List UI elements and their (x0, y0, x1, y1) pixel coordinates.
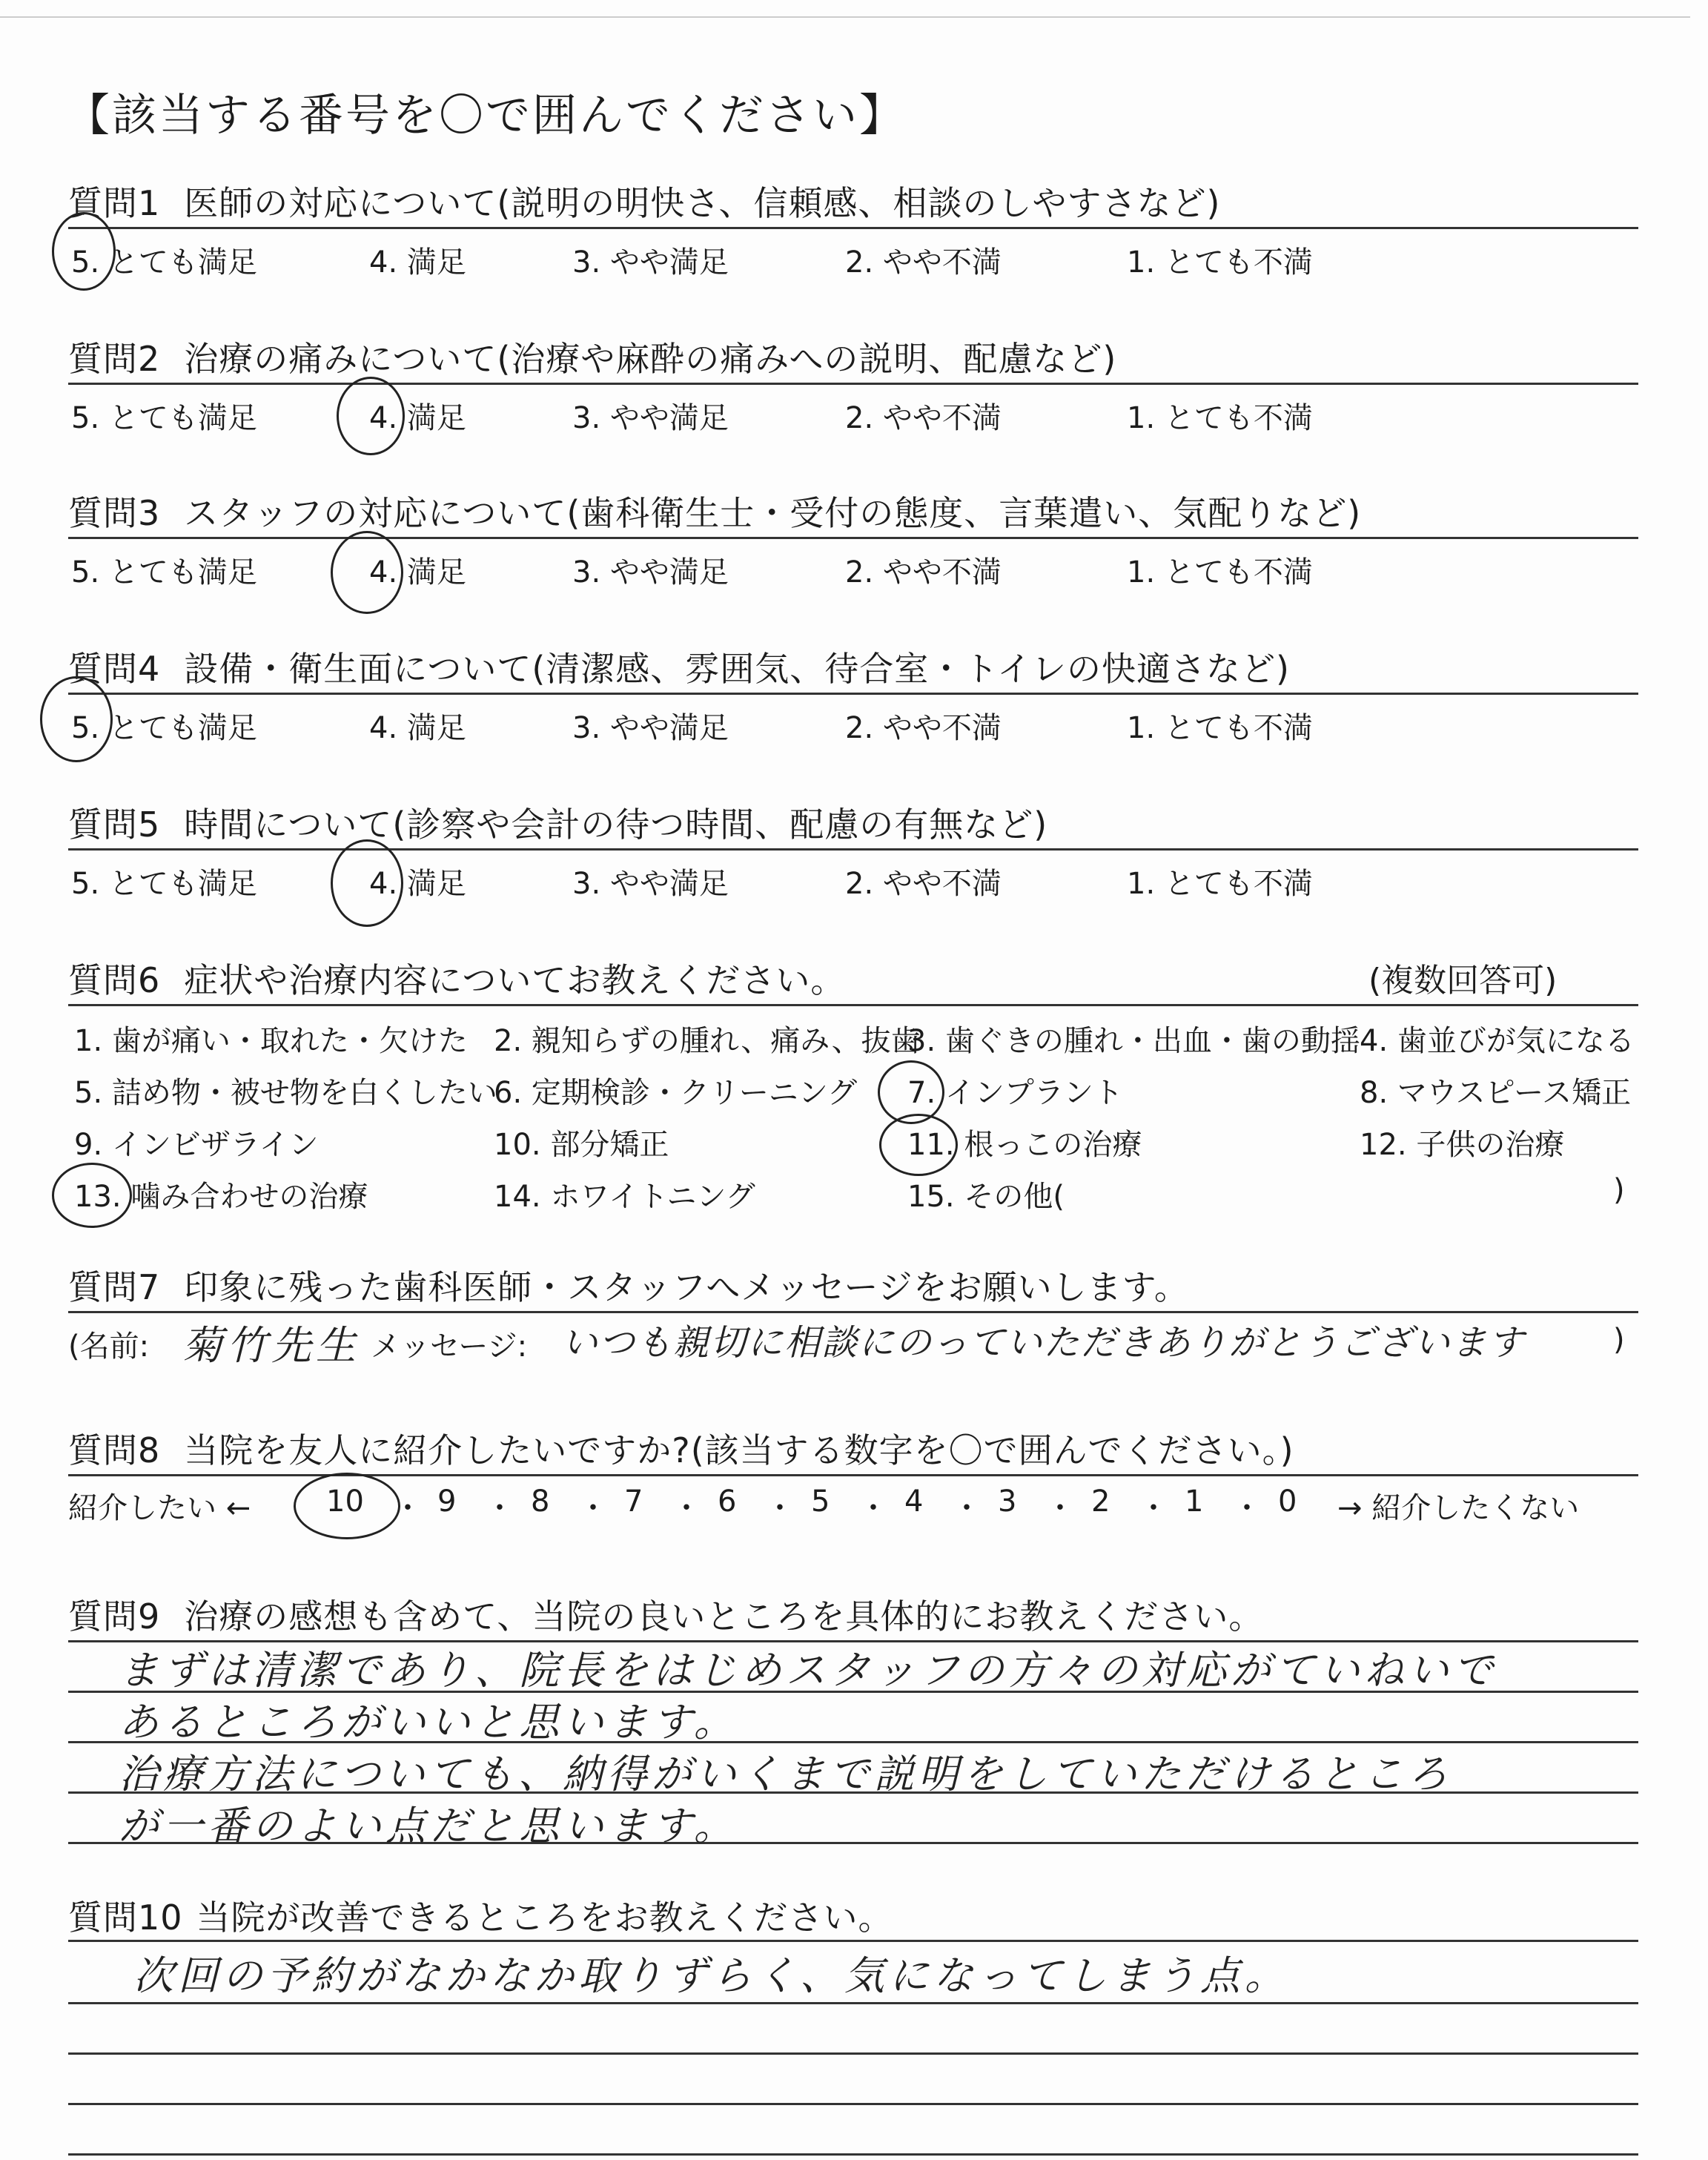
handwritten-answer-line: 次回の予約がなかなか取りずらく、気になってしまう点。 (133, 1952, 1289, 1999)
question-number: 質問7 (68, 1267, 161, 1307)
treatment-option-15[interactable]: 15. その他( (907, 1180, 1065, 1214)
question-10 (68, 1891, 893, 1940)
scale-separator: ・ (765, 1491, 795, 1525)
rating-option-4[interactable]: 4. 満足 (369, 401, 466, 435)
rating-option-2[interactable]: 2. やや不満 (845, 401, 1002, 435)
divider-line (68, 1004, 1638, 1006)
scale-separator: ・ (578, 1491, 608, 1525)
question-text: 治療の痛みについて(治療や麻酔の痛みへの説明、配慮など) (184, 339, 1117, 379)
scale-separator: ・ (952, 1491, 982, 1525)
selection-circle (40, 676, 113, 762)
scale-10[interactable]: 10 (326, 1484, 364, 1519)
question-8 (68, 1424, 1294, 1473)
question-number: 質問8 (68, 1430, 161, 1470)
question-3 (68, 486, 1361, 535)
question-number: 質問5 (68, 805, 161, 845)
treatment-option-13[interactable]: 13. 噛み合わせの治療 (74, 1180, 368, 1214)
answer-line (68, 2052, 1638, 2055)
divider-line (68, 1940, 1638, 1942)
rating-option-3[interactable]: 3. やや満足 (572, 867, 729, 901)
treatment-option-7[interactable]: 7. インプラント (907, 1076, 1123, 1110)
scale-separator: ・ (1139, 1491, 1168, 1525)
recommend-right-label: → 紹介したくない (1337, 1491, 1580, 1525)
scale-separator: ・ (672, 1491, 701, 1525)
rating-option-5[interactable]: 5. とても満足 (71, 401, 257, 435)
other-close-paren: ) (1613, 1173, 1625, 1207)
question-number: 質問1 (68, 183, 161, 223)
rating-option-4[interactable]: 4. 満足 (369, 711, 466, 745)
divider-line (68, 693, 1638, 695)
recommend-left-label: 紹介したい ← (68, 1491, 251, 1525)
question-5 (68, 798, 1047, 847)
scale-1[interactable]: 1 (1185, 1484, 1204, 1519)
question-text: 治療の感想も含めて、当院の良いところを具体的にお教えください。 (184, 1596, 1264, 1636)
divider-line (68, 848, 1638, 851)
scale-5[interactable]: 5 (811, 1484, 830, 1519)
name-label: (名前: (68, 1330, 150, 1364)
rating-option-5[interactable]: 5. とても満足 (71, 867, 257, 901)
selection-circle (52, 1163, 132, 1228)
rating-option-4[interactable]: 4. 満足 (369, 245, 466, 280)
message-value[interactable]: いつも親切に相談にのっていただきありがとうございます (562, 1322, 1526, 1364)
treatment-option-6[interactable]: 6. 定期検診・クリーニング (494, 1076, 858, 1110)
treatment-option-11[interactable]: 11. 根っこの治療 (907, 1128, 1142, 1162)
scale-separator: ・ (1232, 1491, 1262, 1525)
question-9 (68, 1590, 1263, 1639)
selection-circle (52, 212, 116, 291)
question-6 (68, 954, 845, 1003)
question-text: 時間について(診察や会計の待つ時間、配慮の有無など) (184, 805, 1048, 845)
rating-option-2[interactable]: 2. やや不満 (845, 867, 1002, 901)
rating-option-1[interactable]: 1. とても不満 (1127, 711, 1313, 745)
question-number: 質問3 (68, 493, 161, 533)
rating-option-3[interactable]: 3. やや満足 (572, 401, 729, 435)
divider-line (68, 1311, 1638, 1313)
scale-7[interactable]: 7 (624, 1484, 643, 1519)
divider-line (68, 227, 1638, 229)
answer-line (68, 2153, 1638, 2156)
treatment-option-3[interactable]: 3. 歯ぐきの腫れ・出血・歯の動揺 (907, 1024, 1360, 1058)
selection-circle (331, 531, 403, 614)
divider-line (68, 1474, 1638, 1476)
treatment-option-2[interactable]: 2. 親知らずの腫れ、痛み、抜歯 (494, 1024, 921, 1058)
rating-option-2[interactable]: 2. やや不満 (845, 555, 1002, 589)
rating-option-2[interactable]: 2. やや不満 (845, 711, 1002, 745)
handwritten-answer-line: あるところがいいと思います。 (119, 1699, 738, 1745)
scale-9[interactable]: 9 (437, 1484, 457, 1519)
rating-option-3[interactable]: 3. やや満足 (572, 245, 729, 280)
scale-separator: ・ (485, 1491, 514, 1525)
question-text: 症状や治療内容についてお教えください。 (184, 960, 846, 1000)
treatment-option-10[interactable]: 10. 部分矯正 (494, 1128, 669, 1162)
scale-2[interactable]: 2 (1091, 1484, 1110, 1519)
treatment-option-1[interactable]: 1. 歯が痛い・取れた・欠けた (74, 1024, 468, 1058)
answer-line (68, 2103, 1638, 2105)
rating-option-5[interactable]: 5. とても満足 (71, 555, 257, 589)
question-number: 質問9 (68, 1596, 161, 1636)
selection-circle (337, 377, 405, 455)
rating-option-5[interactable]: 5. とても満足 (71, 711, 257, 745)
rating-option-4[interactable]: 4. 満足 (369, 867, 466, 901)
question-number: 質問6 (68, 960, 161, 1000)
page-title: 【該当する番号を〇で囲んでください】 (65, 90, 906, 142)
treatment-option-4[interactable]: 4. 歯並びが気になる (1360, 1024, 1635, 1058)
rating-option-1[interactable]: 1. とても不満 (1127, 867, 1313, 901)
selection-circle (294, 1473, 400, 1539)
handwritten-answer-line: まずは清潔であり、院長をはじめスタッフの方々の対応がていねいで (119, 1647, 1497, 1694)
scale-separator: ・ (393, 1491, 423, 1525)
question-2 (68, 332, 1116, 381)
name-value[interactable]: 菊竹先生 (182, 1322, 360, 1369)
scan-edge-line (0, 16, 1690, 18)
question-7 (68, 1261, 1189, 1309)
question-text: 印象に残った歯科医師・スタッフへメッセージをお願いします。 (184, 1267, 1189, 1307)
divider-line (68, 537, 1638, 539)
handwritten-answer-line: 治療方法についても、納得がいくまで説明をしていただけるところ (119, 1751, 1452, 1797)
question-text: 当院を友人に紹介したいですか?(該当する数字を〇で囲んでください。) (184, 1430, 1294, 1470)
multiple-answers-note: (複数回答可) (1368, 962, 1558, 1000)
scale-8[interactable]: 8 (531, 1484, 550, 1519)
message-close-paren: ) (1613, 1323, 1625, 1357)
rating-option-1[interactable]: 1. とても不満 (1127, 555, 1313, 589)
handwritten-answer-line: が一番のよい点だと思います。 (119, 1803, 738, 1849)
divider-line (68, 383, 1638, 385)
treatment-option-9[interactable]: 9. インビザライン (74, 1128, 319, 1162)
rating-option-3[interactable]: 3. やや満足 (572, 711, 729, 745)
question-1 (68, 176, 1220, 225)
answer-line (68, 2002, 1638, 2004)
message-label: メッセージ: (371, 1330, 528, 1364)
treatment-option-5[interactable]: 5. 詰め物・被せ物を白くしたい (74, 1076, 497, 1110)
scale-6[interactable]: 6 (718, 1484, 737, 1519)
scale-separator: ・ (858, 1491, 888, 1525)
scale-separator: ・ (1045, 1491, 1075, 1525)
rating-option-5[interactable]: 5. とても満足 (71, 245, 257, 280)
selection-circle (879, 1114, 958, 1176)
rating-option-3[interactable]: 3. やや満足 (572, 555, 729, 589)
question-number: 質問2 (68, 339, 161, 379)
question-text: スタッフの対応について(歯科衛生士・受付の態度、言葉遣い、気配りなど) (184, 493, 1362, 533)
question-text: 設備・衛生面について(清潔感、雰囲気、待合室・トイレの快適さなど) (184, 649, 1290, 689)
question-text: 医師の対応について(説明の明快さ、信頼感、相談のしやすさなど) (184, 183, 1221, 223)
question-text: 当院が改善できるところをお教えください。 (196, 1898, 893, 1938)
treatment-option-12[interactable]: 12. 子供の治療 (1360, 1128, 1565, 1162)
scale-3[interactable]: 3 (998, 1484, 1017, 1519)
treatment-option-14[interactable]: 14. ホワイトニング (494, 1180, 755, 1214)
scale-0[interactable]: 0 (1278, 1484, 1297, 1519)
scale-4[interactable]: 4 (904, 1484, 924, 1519)
selection-circle (331, 839, 403, 927)
rating-option-1[interactable]: 1. とても不満 (1127, 401, 1313, 435)
question-number: 質問10 (68, 1898, 183, 1938)
rating-option-4[interactable]: 4. 満足 (369, 555, 466, 589)
question-4 (68, 642, 1290, 691)
question-number: 質問4 (68, 649, 161, 689)
rating-option-2[interactable]: 2. やや不満 (845, 245, 1002, 280)
treatment-option-8[interactable]: 8. マウスピース矯正 (1360, 1076, 1632, 1110)
rating-option-1[interactable]: 1. とても不満 (1127, 245, 1313, 280)
